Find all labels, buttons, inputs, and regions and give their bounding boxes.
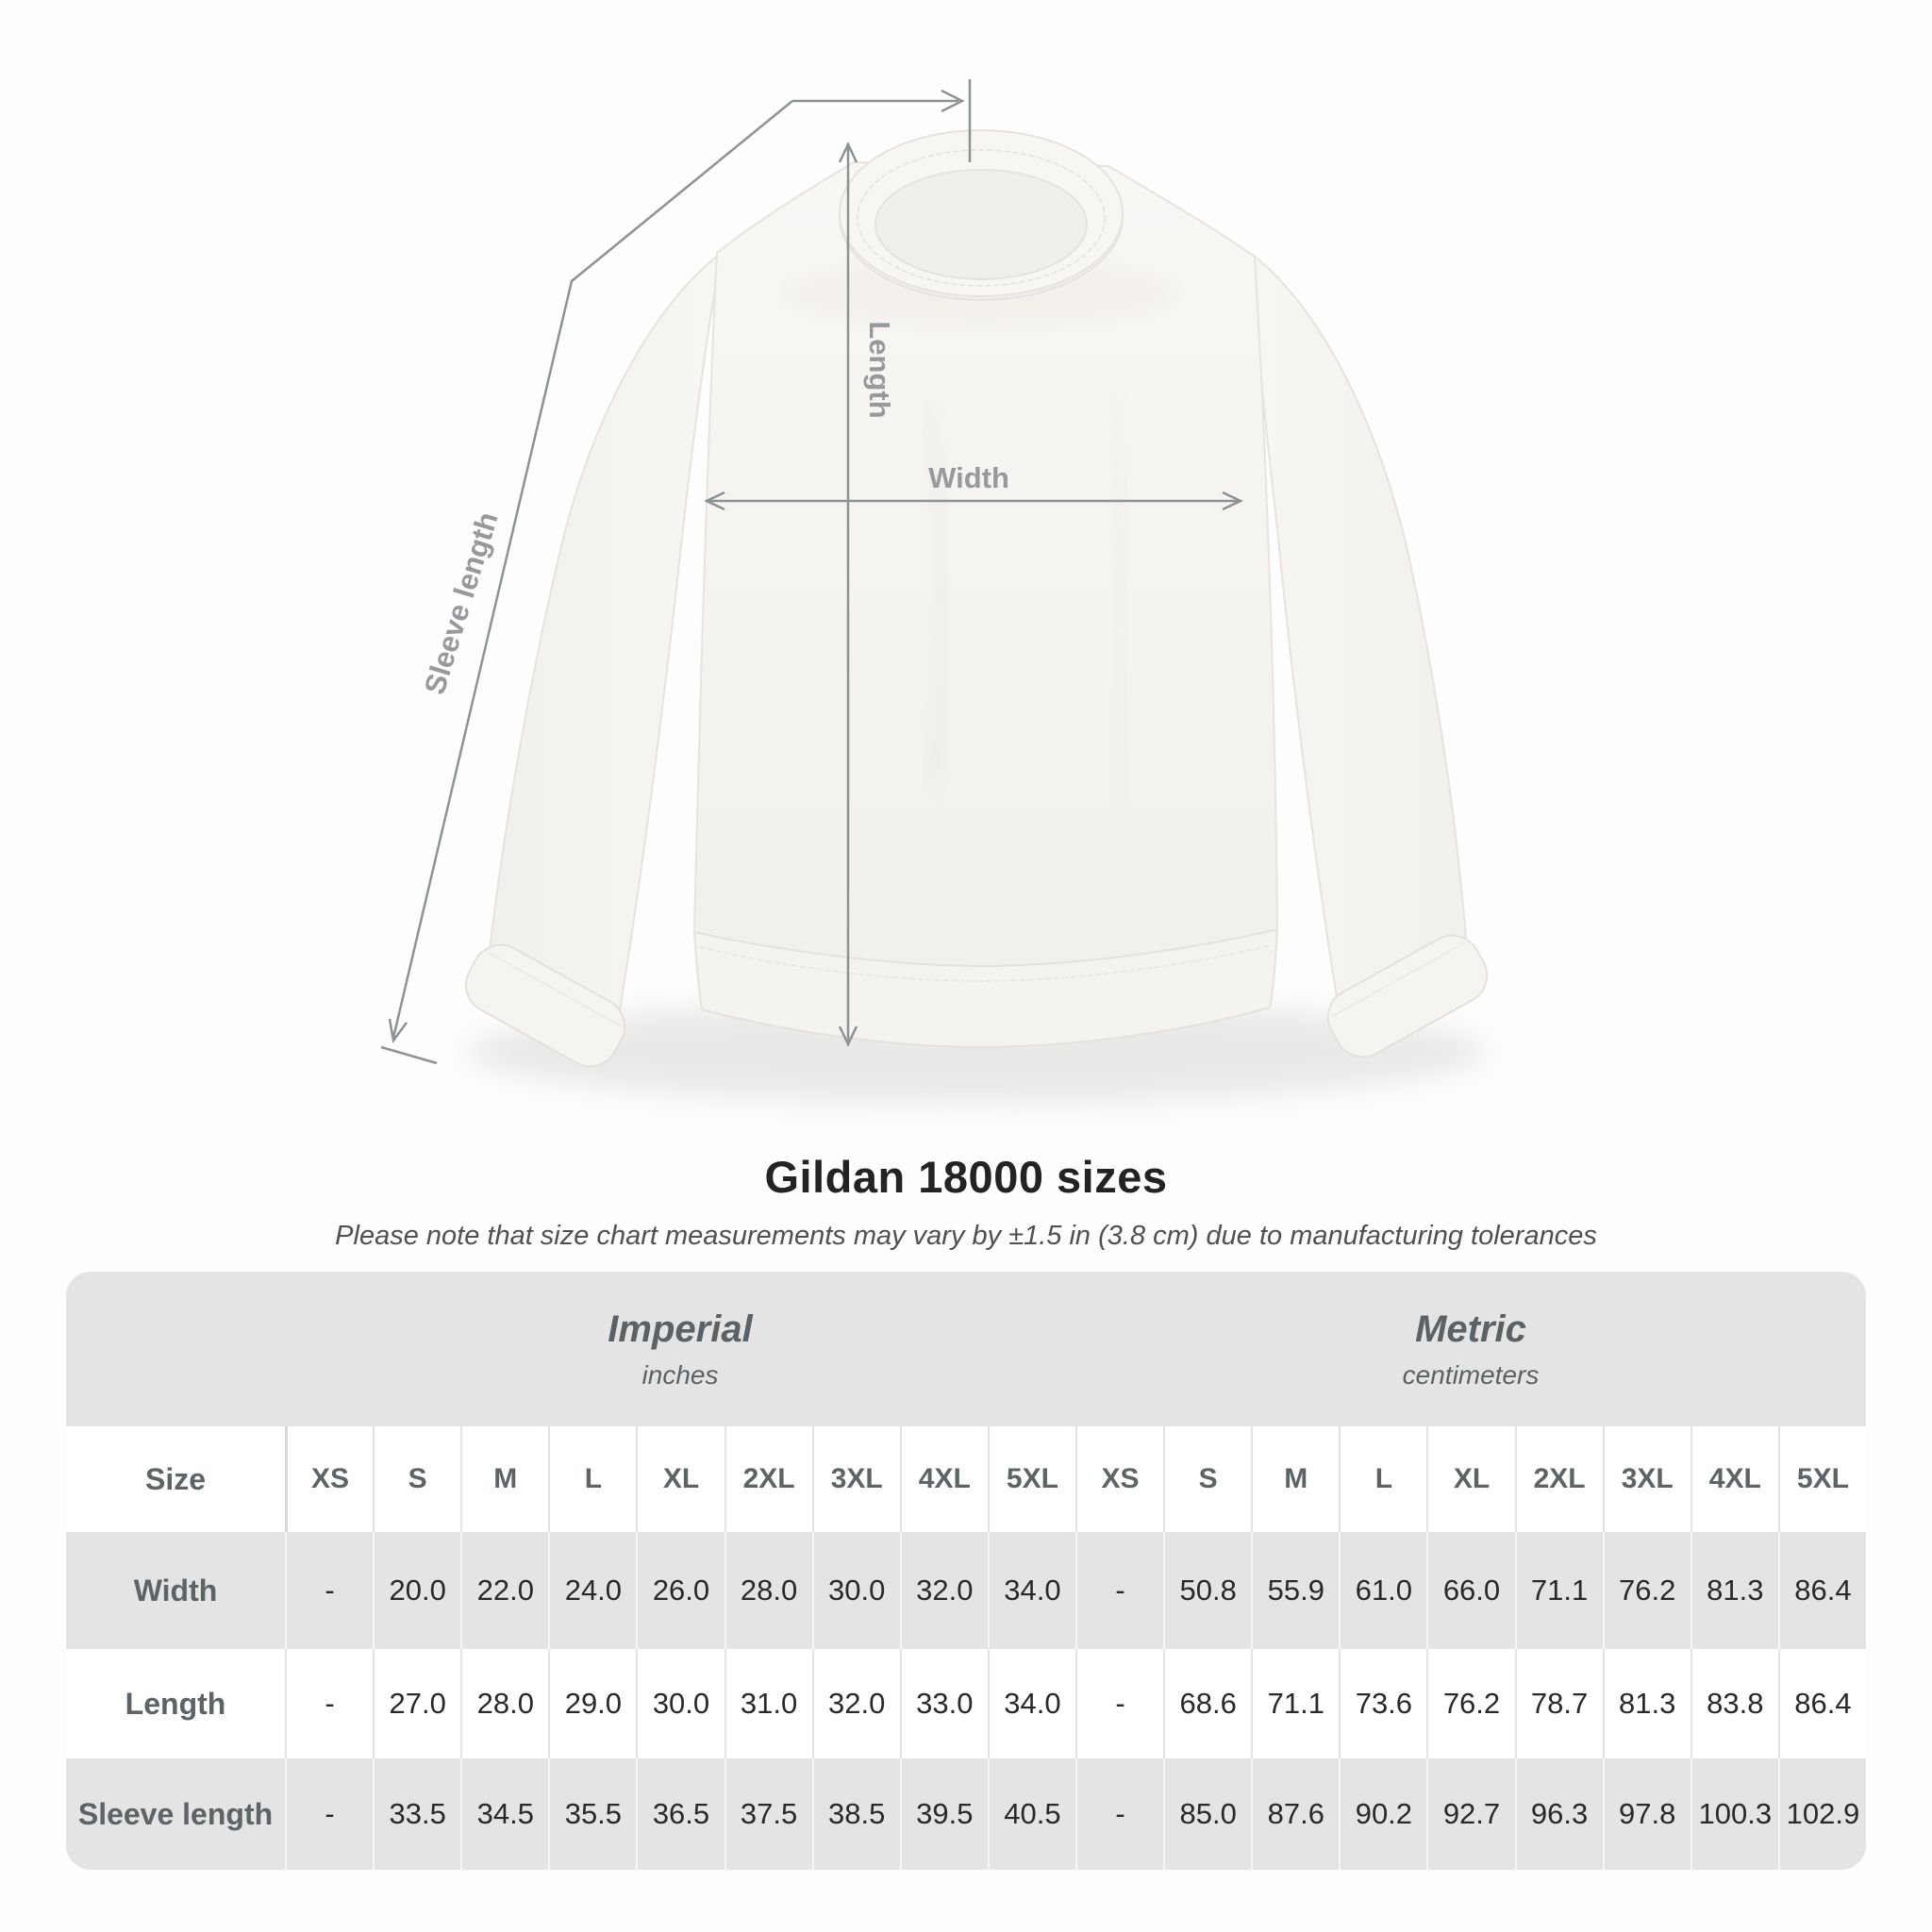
value-cell: 76.2	[1603, 1532, 1690, 1649]
size-header-cm-xl: XL	[1426, 1426, 1514, 1532]
metric-label: Metric	[1415, 1307, 1526, 1350]
value-cell: 35.5	[548, 1758, 636, 1870]
value-cell: 34.0	[988, 1649, 1075, 1758]
value-cell: 34.0	[988, 1532, 1075, 1649]
value-cell: 100.3	[1690, 1758, 1778, 1870]
value-cell: 40.5	[988, 1758, 1075, 1870]
value-cell: 97.8	[1603, 1758, 1690, 1870]
value-cell: -	[1075, 1532, 1163, 1649]
row-label: Width	[133, 1573, 218, 1607]
value-cell: 36.5	[636, 1758, 724, 1870]
value-cell: 90.2	[1339, 1758, 1426, 1870]
table-row-sleeve-length	[66, 1758, 1866, 1870]
value-cell: 29.0	[548, 1649, 636, 1758]
right-sleeve	[1250, 253, 1468, 1038]
value-cell: 61.0	[1339, 1532, 1426, 1649]
size-header-in-4xl: 4XL	[900, 1426, 988, 1532]
value-cell: 34.5	[460, 1758, 548, 1870]
metric-group-header	[1075, 1272, 1866, 1426]
size-header-in-l: L	[548, 1426, 636, 1532]
size-header-cm-3xl: 3XL	[1603, 1426, 1690, 1532]
value-cell: 86.4	[1778, 1532, 1866, 1649]
value-cell: 30.0	[636, 1649, 724, 1758]
row-label: Length	[125, 1686, 226, 1721]
value-cell: 68.6	[1163, 1649, 1251, 1758]
value-cell: 76.2	[1426, 1649, 1514, 1758]
size-header-cm-4xl: 4XL	[1690, 1426, 1778, 1532]
tolerance-note: Please note that size chart measurements may vary by ±1.5 in (3.8 cm) due to manufacturing tolerances	[335, 1221, 1597, 1251]
value-cell: 96.3	[1515, 1758, 1603, 1870]
size-header-in-2xl: 2XL	[724, 1426, 812, 1532]
value-cell: -	[1075, 1649, 1163, 1758]
value-cell: 33.5	[373, 1758, 460, 1870]
value-cell: 39.5	[900, 1758, 988, 1870]
size-header-in-xs: XS	[285, 1426, 373, 1532]
value-cell: 81.3	[1603, 1649, 1690, 1758]
value-cell: 81.3	[1690, 1532, 1778, 1649]
value-cell: -	[285, 1758, 373, 1870]
imperial-group-header	[285, 1272, 1075, 1426]
size-header-cm-2xl: 2XL	[1515, 1426, 1603, 1532]
value-cell: 32.0	[812, 1649, 900, 1758]
value-cell: 71.1	[1251, 1649, 1339, 1758]
size-header-in-m: M	[460, 1426, 548, 1532]
size-header-cm-l: L	[1339, 1426, 1426, 1532]
value-cell: -	[1075, 1758, 1163, 1870]
size-column-title: Size	[144, 1461, 207, 1496]
width-label: Width	[928, 461, 1009, 494]
value-cell: 66.0	[1426, 1532, 1514, 1649]
value-cell: 24.0	[548, 1532, 636, 1649]
unit-group-row	[66, 1272, 1866, 1426]
value-cell: 32.0	[900, 1532, 988, 1649]
value-cell: 85.0	[1163, 1758, 1251, 1870]
value-cell: 37.5	[724, 1758, 812, 1870]
size-header-cm-xs: XS	[1075, 1426, 1163, 1532]
row-label: Sleeve length	[77, 1796, 274, 1831]
value-cell: 28.0	[724, 1532, 812, 1649]
page-title: Gildan 18000 sizes	[764, 1152, 1168, 1202]
value-cell: 92.7	[1426, 1758, 1514, 1870]
value-cell: 71.1	[1515, 1532, 1603, 1649]
sleeve-length-label: Sleeve length	[417, 508, 505, 699]
value-cell: 38.5	[812, 1758, 900, 1870]
left-sleeve	[487, 253, 722, 1049]
value-cell: 30.0	[812, 1532, 900, 1649]
size-header-cm-s: S	[1163, 1426, 1251, 1532]
value-cell: 73.6	[1339, 1649, 1426, 1758]
value-cell: 28.0	[460, 1649, 548, 1758]
value-cell: 83.8	[1690, 1649, 1778, 1758]
value-cell: 55.9	[1251, 1532, 1339, 1649]
corner-cell	[66, 1272, 285, 1426]
size-header-cm-5xl: 5XL	[1778, 1426, 1866, 1532]
table-row-length	[66, 1649, 1866, 1758]
table-row-width	[66, 1532, 1866, 1649]
size-table	[66, 1272, 1866, 1870]
value-cell: 20.0	[373, 1532, 460, 1649]
size-header-in-5xl: 5XL	[988, 1426, 1075, 1532]
value-cell: 50.8	[1163, 1532, 1251, 1649]
size-header-row	[66, 1426, 1866, 1532]
value-cell: 78.7	[1515, 1649, 1603, 1758]
value-cell: 87.6	[1251, 1758, 1339, 1870]
size-header-in-xl: XL	[636, 1426, 724, 1532]
size-header-in-3xl: 3XL	[812, 1426, 900, 1532]
metric-unit-label: centimeters	[1402, 1359, 1540, 1390]
value-cell: 102.9	[1778, 1758, 1866, 1870]
value-cell: 22.0	[460, 1532, 548, 1649]
value-cell: 27.0	[373, 1649, 460, 1758]
imperial-label: Imperial	[608, 1307, 753, 1350]
length-label: Length	[862, 321, 896, 419]
value-cell: 26.0	[636, 1532, 724, 1649]
value-cell: 86.4	[1778, 1649, 1866, 1758]
value-cell: -	[285, 1532, 373, 1649]
size-header-in-s: S	[373, 1426, 460, 1532]
sweatshirt-illustration	[456, 130, 1497, 1076]
size-header-cm-m: M	[1251, 1426, 1339, 1532]
imperial-unit-label: inches	[641, 1359, 719, 1390]
value-cell: 33.0	[900, 1649, 988, 1758]
value-cell: 31.0	[724, 1649, 812, 1758]
value-cell: -	[285, 1649, 373, 1758]
